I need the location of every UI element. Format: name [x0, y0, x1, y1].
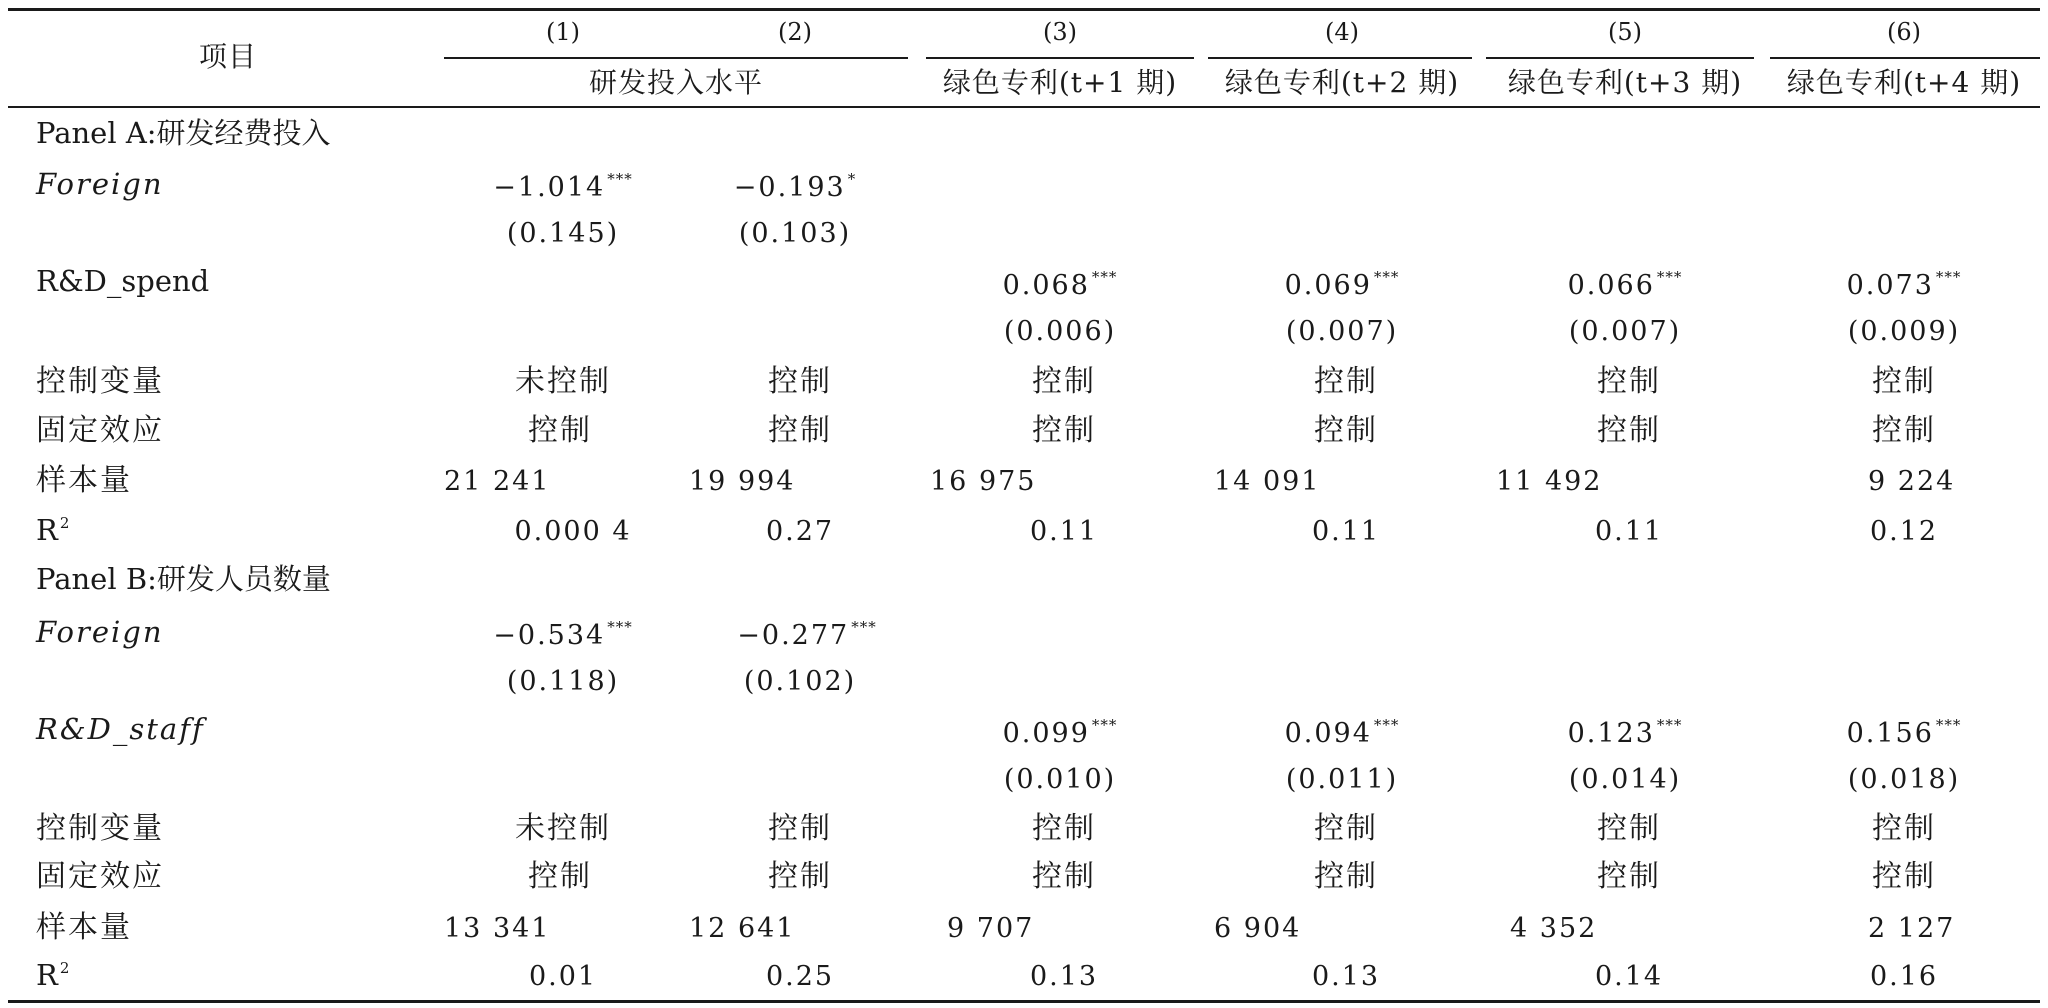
panel-b-controls-label: 控制变量	[36, 811, 164, 846]
panel-b-r2-4: 0.13	[1311, 961, 1381, 992]
panel-a-controls-6: 控制	[1872, 364, 1936, 399]
panel-b-r2-2: 0.25	[765, 961, 835, 992]
panel-a-fe-1: 控制	[528, 413, 592, 448]
panel-a-r2-1: 0.000 4	[514, 516, 632, 547]
panel-a-r2-5: 0.11	[1594, 516, 1664, 547]
panel-a-rd-se-3: (0.006)	[1003, 316, 1117, 347]
col-number-5: (5)	[1608, 18, 1642, 46]
col-number-1: (1)	[546, 18, 580, 46]
panel-b-n-6: 2 127	[1868, 913, 1956, 944]
panel-a-foreign-se-2: (0.103)	[738, 218, 852, 249]
panel-a-rd-se-4: (0.007)	[1285, 316, 1399, 347]
panel-b-rd-label: R&D_staff	[36, 712, 205, 746]
header-item: 项目	[198, 40, 258, 73]
panel-b-rd-se-5: (0.014)	[1568, 764, 1682, 795]
panel-a-rd-coef-4: 0.069 ***	[1284, 268, 1400, 301]
panel-b-fe-3: 控制	[1032, 859, 1096, 894]
panel-a-n-2: 19 994	[689, 466, 796, 497]
panel-b-rd-se-6: (0.018)	[1847, 764, 1961, 795]
panel-a-fe-3: 控制	[1032, 413, 1096, 448]
subrule-col-5	[1486, 57, 1754, 59]
panel-a-r2-6: 0.12	[1869, 516, 1939, 547]
panel-b-rd-coef-4: 0.094 ***	[1284, 716, 1400, 749]
panel-a-fe-label: 固定效应	[36, 413, 164, 448]
panel-a-rd-coef-6: 0.073 ***	[1846, 268, 1962, 301]
panel-a-rd-coef-3: 0.068 ***	[1002, 268, 1118, 301]
subrule-group-12	[444, 57, 908, 59]
panel-a-controls-5: 控制	[1597, 364, 1661, 399]
panel-b-rd-coef-3: 0.099 ***	[1002, 716, 1118, 749]
panel-b-controls-1: 未控制	[515, 811, 611, 846]
panel-b-fe-label: 固定效应	[36, 859, 164, 894]
panel-a-foreign-label: Foreign	[36, 167, 164, 201]
panel-b-foreign-label: Foreign	[36, 615, 164, 649]
panel-a-title: Panel A:研发经费投入	[36, 116, 331, 150]
col-number-6: (6)	[1887, 18, 1921, 46]
panel-b-rd-coef-6: 0.156 ***	[1846, 716, 1962, 749]
panel-a-foreign-se-1: (0.145)	[506, 218, 620, 249]
panel-a-controls-3: 控制	[1032, 364, 1096, 399]
panel-a-n-1: 21 241	[444, 466, 551, 497]
panel-b-r2-6: 0.16	[1869, 961, 1939, 992]
panel-a-n-6: 9 224	[1868, 466, 1956, 497]
panel-a-fe-5: 控制	[1597, 413, 1661, 448]
bottom-rule	[8, 1000, 2040, 1003]
panel-b-n-5: 4 352	[1510, 913, 1598, 944]
panel-b-r2-3: 0.13	[1029, 961, 1099, 992]
panel-a-controls-4: 控制	[1314, 364, 1378, 399]
col-label-4: 绿色专利(t+2 期)	[1224, 66, 1460, 99]
panel-a-fe-2: 控制	[768, 413, 832, 448]
panel-a-rd-coef-5: 0.066 ***	[1567, 268, 1683, 301]
panel-a-controls-label: 控制变量	[36, 364, 164, 399]
panel-b-foreign-coef-1: −0.534 ***	[493, 618, 633, 651]
panel-b-n-1: 13 341	[444, 913, 551, 944]
panel-a-n-3: 16 975	[930, 466, 1037, 497]
panel-a-fe-6: 控制	[1872, 413, 1936, 448]
panel-b-controls-2: 控制	[768, 811, 832, 846]
panel-b-n-3: 9 707	[947, 913, 1035, 944]
panel-b-n-2: 12 641	[689, 913, 796, 944]
panel-b-title: Panel B:研发人员数量	[36, 562, 331, 596]
panel-a-r2-label: R $^2$	[36, 513, 71, 547]
panel-a-foreign-coef-1: −1.014 ***	[493, 170, 633, 203]
subrule-col-3	[926, 57, 1194, 59]
panel-a-foreign-coef-2: −0.193 *	[733, 170, 857, 203]
panel-a-r2-4: 0.11	[1311, 516, 1381, 547]
top-rule	[8, 8, 2040, 11]
panel-a-rd-se-6: (0.009)	[1847, 316, 1961, 347]
group-label-cols-1-2: 研发投入水平	[588, 66, 764, 99]
col-label-3: 绿色专利(t+1 期)	[942, 66, 1178, 99]
panel-b-controls-4: 控制	[1314, 811, 1378, 846]
col-number-2: (2)	[778, 18, 812, 46]
panel-a-n-4: 14 091	[1214, 466, 1321, 497]
panel-a-r2-2: 0.27	[765, 516, 835, 547]
panel-b-controls-5: 控制	[1597, 811, 1661, 846]
panel-b-fe-2: 控制	[768, 859, 832, 894]
panel-b-controls-6: 控制	[1872, 811, 1936, 846]
panel-b-r2-5: 0.14	[1594, 961, 1664, 992]
panel-a-n-label: 样本量	[36, 463, 132, 498]
panel-b-fe-6: 控制	[1872, 859, 1936, 894]
panel-b-r2-1: 0.01	[528, 961, 598, 992]
subrule-col-4	[1208, 57, 1472, 59]
panel-b-foreign-coef-2: −0.277 ***	[737, 618, 877, 651]
panel-b-fe-4: 控制	[1314, 859, 1378, 894]
panel-a-n-5: 11 492	[1496, 466, 1603, 497]
panel-a-rd-label: R&D_spend	[36, 264, 210, 298]
panel-b-foreign-se-1: (0.118)	[506, 666, 620, 697]
panel-b-foreign-se-2: (0.102)	[743, 666, 857, 697]
panel-a-fe-4: 控制	[1314, 413, 1378, 448]
panel-a-rd-se-5: (0.007)	[1568, 316, 1682, 347]
panel-a-controls-2: 控制	[768, 364, 832, 399]
panel-b-n-label: 样本量	[36, 910, 132, 945]
panel-a-controls-1: 未控制	[515, 364, 611, 399]
col-label-5: 绿色专利(t+3 期)	[1507, 66, 1743, 99]
col-label-6: 绿色专利(t+4 期)	[1786, 66, 2022, 99]
panel-b-rd-se-4: (0.011)	[1285, 764, 1399, 795]
panel-b-rd-se-3: (0.010)	[1003, 764, 1117, 795]
panel-b-r2-label: R $^2$	[36, 958, 71, 992]
panel-b-n-4: 6 904	[1214, 913, 1302, 944]
col-number-4: (4)	[1325, 18, 1359, 46]
panel-b-rd-coef-5: 0.123 ***	[1567, 716, 1683, 749]
panel-b-fe-1: 控制	[528, 859, 592, 894]
header-rule	[8, 106, 2040, 108]
subrule-col-6	[1770, 57, 2040, 59]
panel-a-r2-3: 0.11	[1029, 516, 1099, 547]
panel-b-fe-5: 控制	[1597, 859, 1661, 894]
col-number-3: (3)	[1043, 18, 1077, 46]
panel-b-controls-3: 控制	[1032, 811, 1096, 846]
